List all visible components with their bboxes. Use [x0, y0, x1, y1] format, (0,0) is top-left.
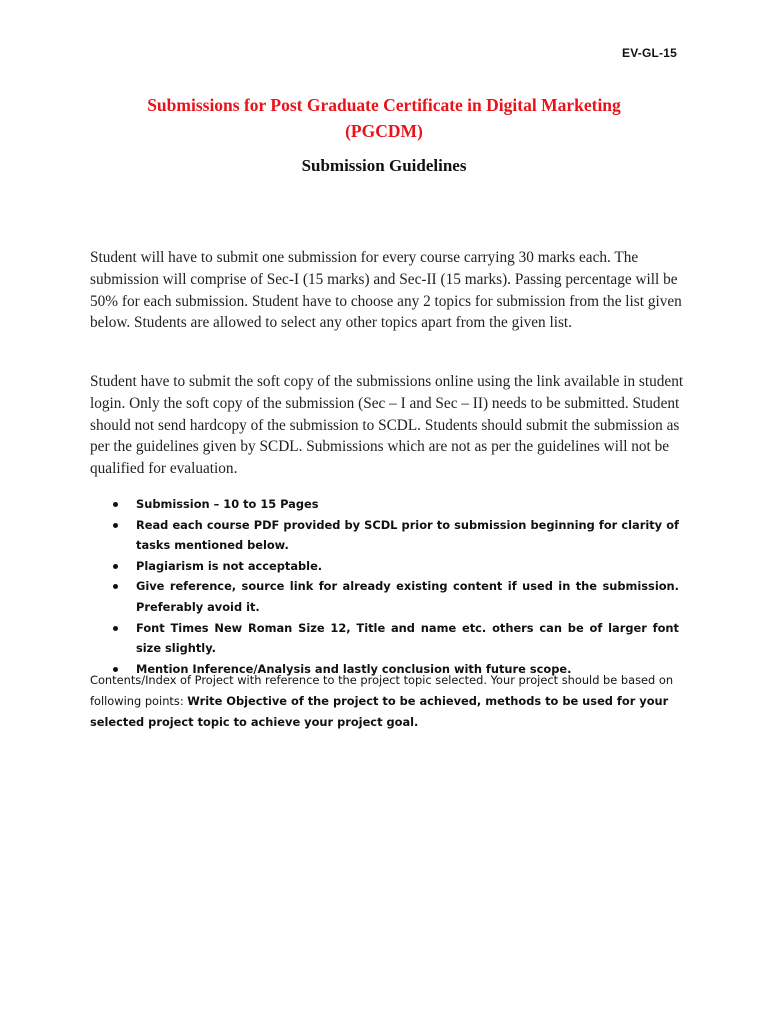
document-title	[90, 92, 678, 144]
list-item	[113, 556, 679, 577]
list-item-text: Submission – 10 to 15 Pages	[136, 497, 319, 511]
closing-intro-text: Contents/Index of Project with reference to the project topic selected. Your project should be based on following points:	[90, 673, 674, 708]
list-item-text: Mention Inference/Analysis and lastly conclusion with future scope.	[136, 661, 572, 676]
paragraph-submission-process: Student have to submit the soft copy of the submissions online using the link available in student login. Only the soft copy of the submission (Sec – I and Sec – II) needs to be submitted. Student should not send hardcopy of the submission to SCDL. Students should submit the submission as per the guidelines given by SCDL. Submissions which are not as per the guidelines will not be qualified for evaluation.	[90, 373, 684, 478]
paragraph-intro: Student will have to submit one submission for every course carrying 30 marks each. The submission will comprise of Sec-I (15 marks) and Sec-II (15 marks). Passing percentage will be 50% for each submission. Student have to choose any 2 topics for submission from the list given below. Students are allowed to select any other topics apart from the given list.	[90, 249, 682, 332]
list-item-text: Give reference, source link for already existing content if used in the submission. Preferably avoid it.	[136, 579, 679, 614]
list-item	[113, 494, 679, 515]
section-heading: Submission Guidelines	[301, 156, 467, 175]
list-item-text: Font Times New Roman Size 12, Title and name etc. others can be of larger font size slightly.	[136, 620, 679, 656]
guidelines-list	[113, 494, 679, 679]
bullet-icon	[113, 502, 118, 507]
bullet-icon	[113, 523, 118, 528]
bullet-icon	[113, 564, 118, 569]
list-item	[113, 576, 679, 617]
list-item-text: Plagiarism is not acceptable.	[136, 558, 323, 573]
project-contents-note	[90, 670, 680, 733]
list-item	[113, 515, 679, 556]
title-line-1: Submissions for Post Graduate Certificate in Digital Marketing	[147, 95, 621, 115]
closing-emphasis-text: Write Objective of the project to be achieved, methods to be used for your selected project topic to achieve your project goal.	[90, 694, 669, 729]
title-line-2: (PGCDM)	[345, 121, 423, 141]
bullet-icon	[113, 584, 118, 589]
document-code: EV-GL-15	[622, 46, 677, 60]
bullet-icon	[113, 626, 118, 631]
list-item	[113, 618, 679, 659]
list-item-text: Read each course PDF provided by SCDL prior to submission beginning for clarity of tasks mentioned below.	[136, 517, 679, 553]
